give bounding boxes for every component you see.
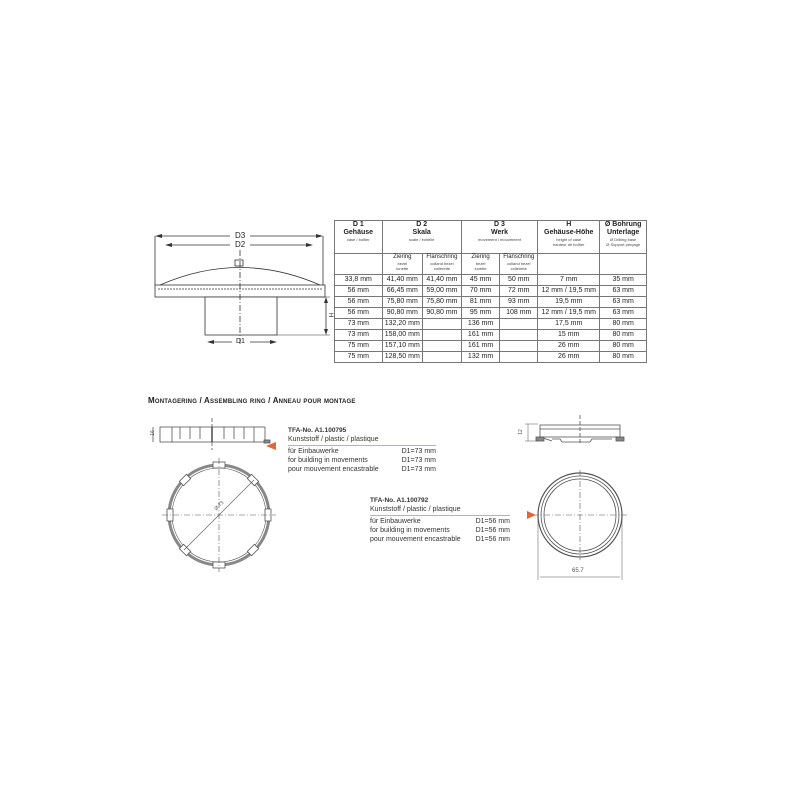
table-row: 75 mm 157,10 mm 161 mm 26 mm 80 mm	[335, 341, 647, 352]
h-label: H	[327, 312, 334, 318]
subheader-d2-flanschring: Flanschring colland bezel collerette	[423, 254, 462, 275]
ring-73-diameter-dim: Ø 73	[213, 500, 226, 512]
ring-56-material: Kunststoff / plastic / plastique	[370, 505, 510, 516]
ring-56-tfa-number: TFA-No. A1.100792	[370, 497, 429, 504]
ring-73-line-fr: pour mouvement encastrable D1=73 mm	[288, 466, 436, 473]
header-drilling: Ø Bohrung Unterlage Ø Drilling base Ø Support perçage	[600, 221, 647, 254]
header-h: H Gehäuse-Höhe height of case hauteur de boîtier	[538, 221, 600, 254]
d1-label: D1	[236, 338, 245, 345]
table-row: 56 mm 75,80 mm 75,80 mm 81 mm 93 mm 19,5 mm 63 mm	[335, 297, 647, 308]
ring-73-height-dim: 16	[149, 430, 156, 436]
d2-label: D2	[235, 240, 246, 249]
table-row: 56 mm 90,80 mm 90,80 mm 95 mm 108 mm 12 mm / 19,5 mm 63 mm	[335, 308, 647, 319]
ring-56-line-fr: pour mouvement encastrable D1=56 mm	[370, 536, 510, 543]
table-row: 75 mm 128,50 mm 132 mm 26 mm 80 mm	[335, 352, 647, 363]
ring-73-line-en: for building in movements D1=73 mm	[288, 457, 436, 464]
ring-56-note	[370, 496, 510, 544]
ring-73-tfa-number: TFA-No. A1.100795	[288, 427, 347, 434]
subheader-d3-flanschring: Flanschring colland bezel collerette	[500, 254, 538, 275]
table-row: 56 mm 66,45 mm 59,00 mm 70 mm 72 mm 12 mm / 19,5 mm 63 mm	[335, 286, 647, 297]
ring-73-material: Kunststoff / plastic / plastique	[288, 435, 436, 446]
subheader-d2-zierring: Ziering bezel lunette	[382, 254, 423, 275]
header-d2: D 2 Skala scale / échelle	[382, 221, 461, 254]
header-d1: D 1 Gehäuse case / boîtier	[335, 221, 383, 254]
table-row: 33,8 mm 41,40 mm 41,40 mm 45 mm 50 mm 7 mm 35 mm	[335, 275, 647, 286]
subheader-d3-zierring: Ziering bezel lunette	[461, 254, 499, 275]
ring-56-line-en: for building in movements D1=56 mm	[370, 527, 510, 534]
section-title: Montagering / Assembling ring / Anneau pour montage	[148, 396, 356, 405]
header-d3: D 3 Werk movement / mouvement	[461, 221, 537, 254]
ring-73-line-de: für Einbauwerke D1=73 mm	[288, 448, 436, 455]
table-row: 73 mm 158,00 mm 161 mm 15 mm 80 mm	[335, 330, 647, 341]
table-row: 73 mm 132,20 mm 136 mm 17,5 mm 80 mm	[335, 319, 647, 330]
ring-56-width-dim: 65.7	[572, 568, 584, 574]
d3-label: D3	[235, 231, 246, 240]
ring-56-line-de: für Einbauwerke D1=56 mm	[370, 518, 510, 525]
ring-56-height-dim: 12	[517, 429, 524, 435]
